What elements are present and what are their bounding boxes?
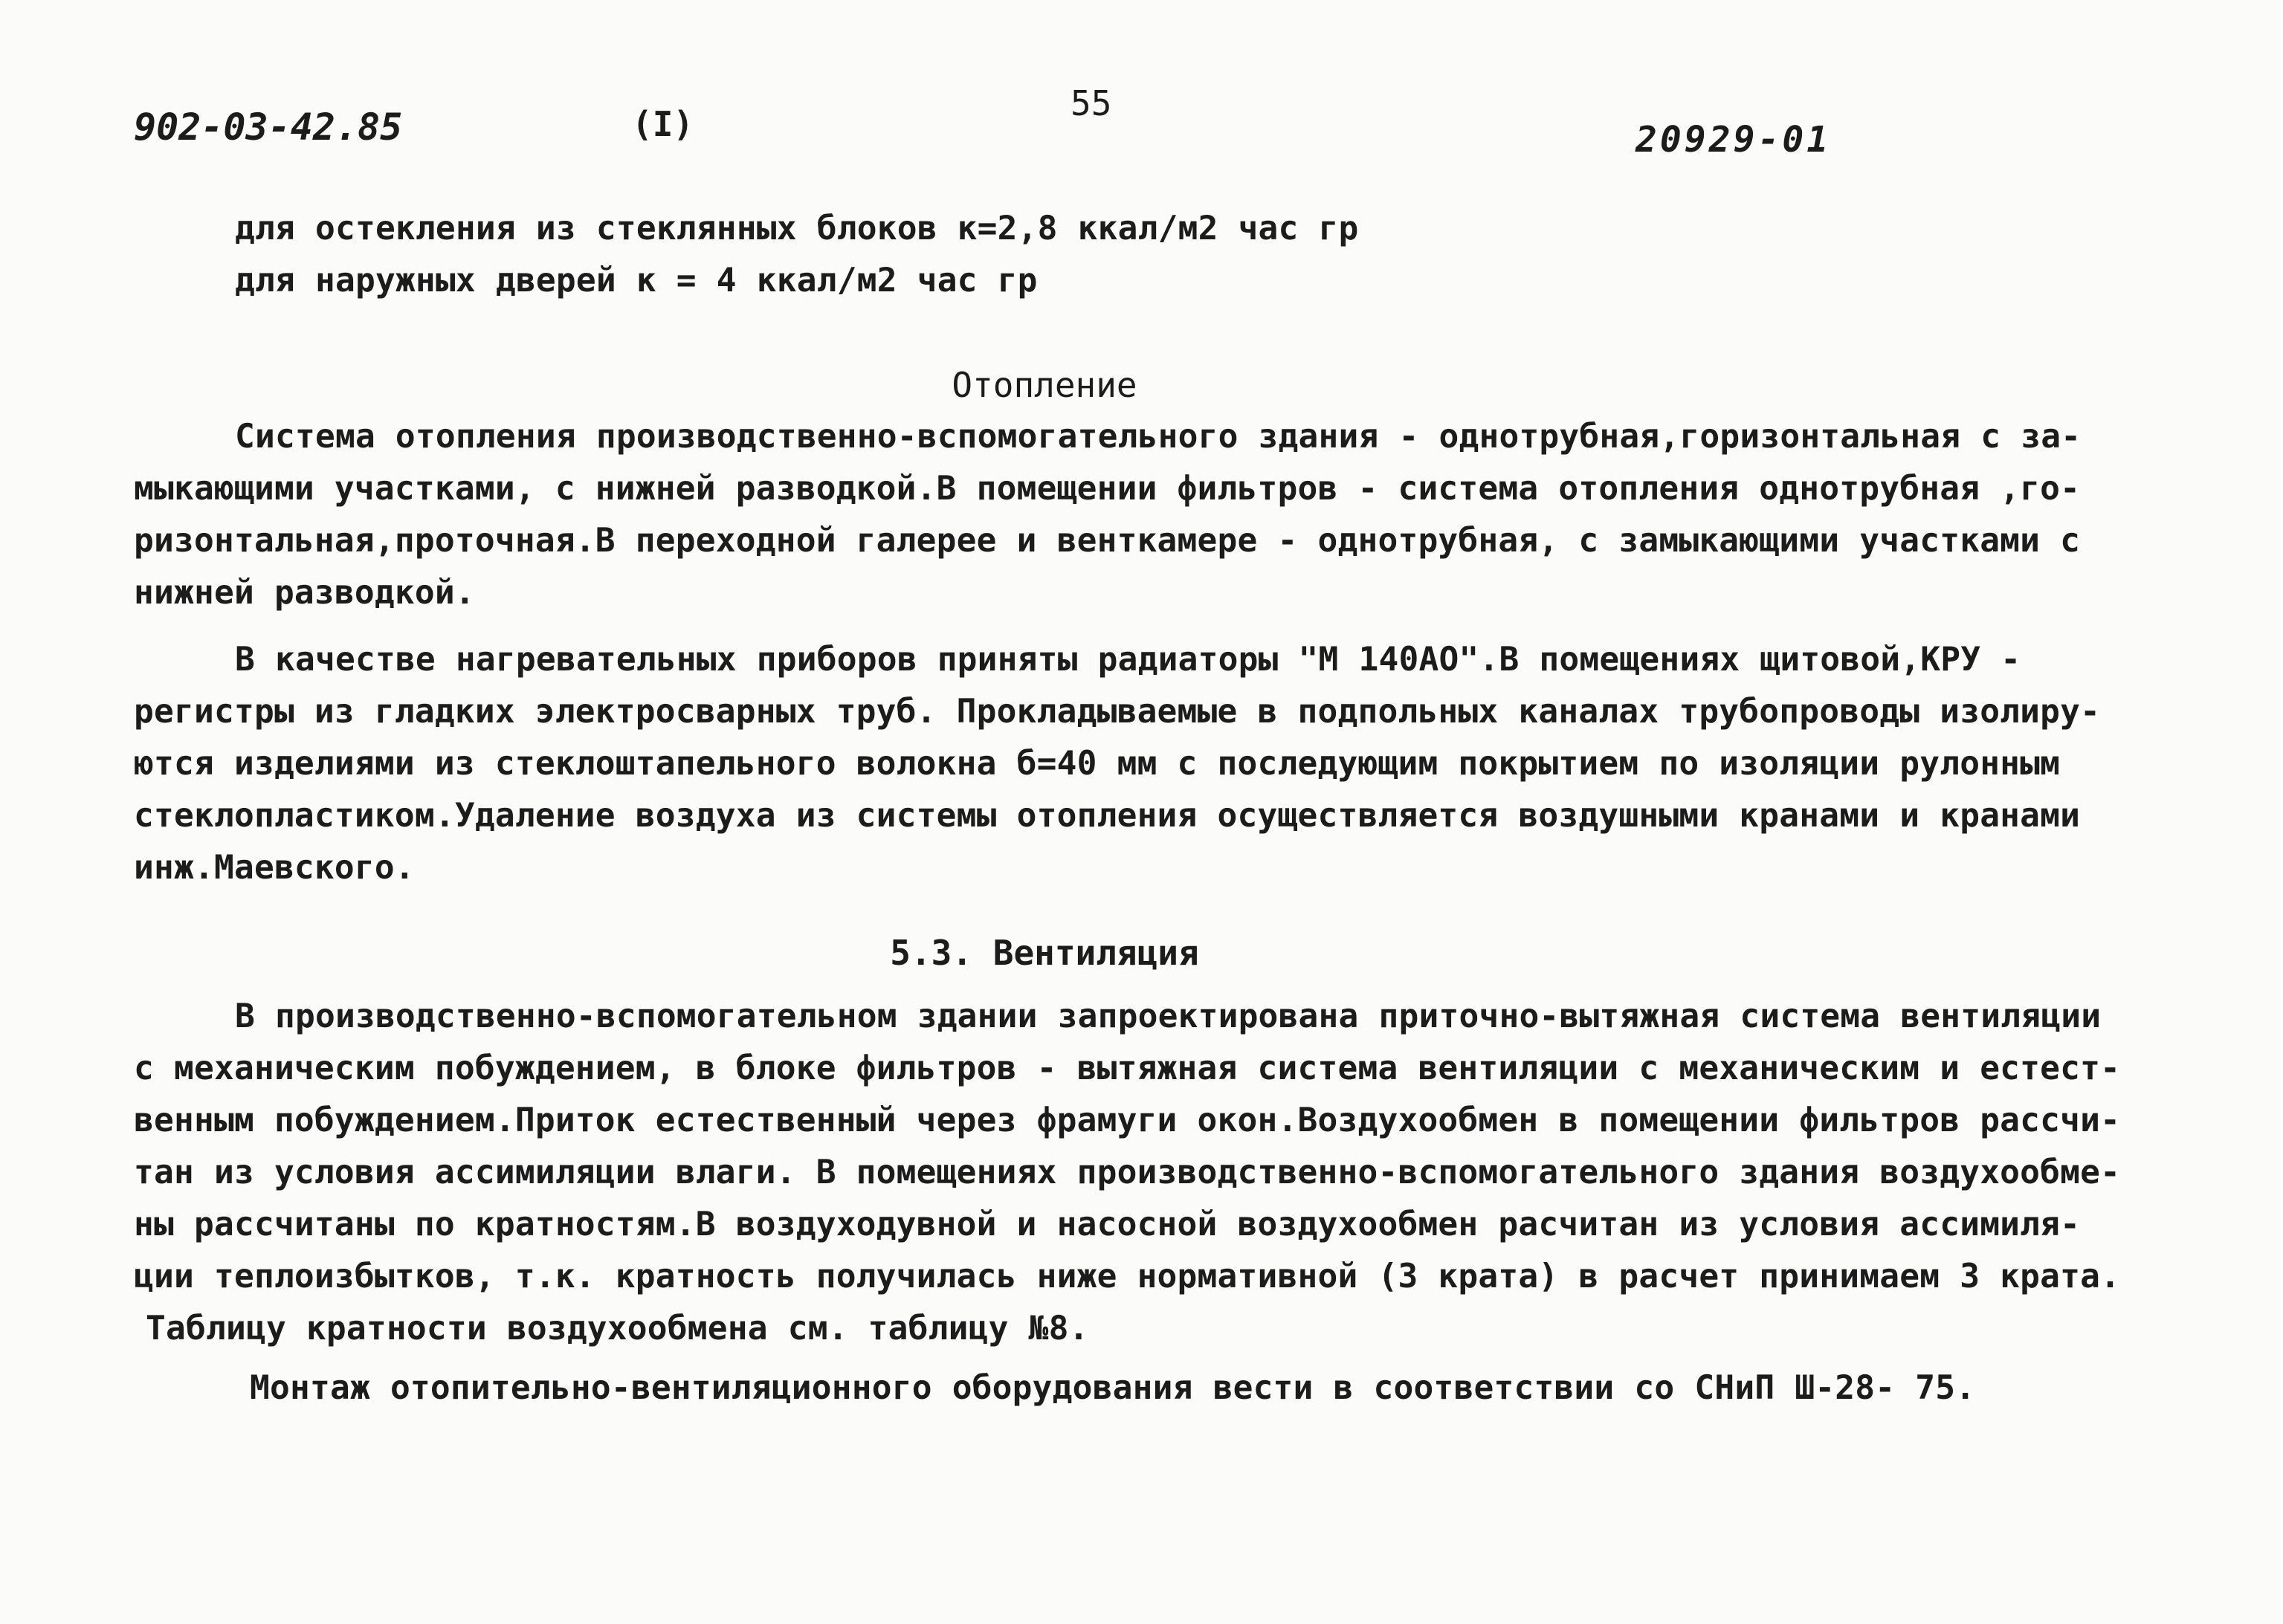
heating-para1-line: Система отопления производственно-вспомогательного здания - однотрубная,горизонтальная с за- [235,418,2082,456]
ventilation-para1-line: ции теплоизбытков, т.к. кратность получилась ниже нормативной (3 крата) в расчет принимаем 3 крата. [134,1258,2121,1295]
intro-line-2: для наружных дверей к = 4 ккал/м2 час гр [235,262,1038,300]
ventilation-para2-line: Монтаж отопительно-вентиляционного оборудования вести в соответствии со СНиП Ш-28- 75. [250,1369,1976,1407]
heating-para1-line: ризонтальная,проточная.В переходной галерее и венткамере - однотрубная, с замыкающими участками с [134,522,2081,560]
ventilation-para1-line: тан из условия ассимиляции влаги. В помещениях производственно-вспомогательного здания воздухообме- [134,1154,2121,1191]
heating-para2-line: инж.Маевского. [134,849,415,887]
heating-para2-line: В качестве нагревательных приборов приняты радиаторы "М 140АО".В помещениях щитовой,КРУ - [235,641,2021,679]
ventilation-para1-line: с механическим побуждением, в блоке фильтров - вытяжная система вентиляции с механическим и естест- [134,1049,2121,1087]
heating-para1-line: мыкающими участками, с нижней разводкой.В помещении фильтров - система отопления однотрубная ,го- [134,470,2081,508]
ventilation-heading: 5.3. Вентиляция [890,933,1199,973]
ventilation-para1-line: венным побуждением.Приток естественный через фрамуги окон.Воздухообмен в помещении фильтров рассчи- [134,1101,2121,1139]
ventilation-para1-line: ны рассчитаны по кратностям.В воздуходувной и насосной воздухообмен расчитан из условия ассимиля- [134,1206,2081,1243]
heating-para2-line: стеклопластиком.Удаление воздуха из системы отопления осуществляется воздушными кранами и кранами [134,797,2081,835]
heating-para2-line: регистры из гладких электросварных труб. Прокладываемые в подпольных каналах трубопроводы изолиру- [134,693,2101,731]
document-code: 902-03-42.85 [134,106,403,149]
heating-heading: Отопление [952,365,1137,405]
page-number: 55 [1071,83,1112,123]
heating-para1-line: нижней разводкой. [134,574,475,612]
ventilation-para1-line: В производственно-вспомогательном здании запроектирована приточно-вытяжная система вентиляции [235,997,2102,1035]
intro-line-1: для остекления из стеклянных блоков к=2,8 ккал/м2 час гр [235,210,1359,248]
inventory-number: 20929-01 [1635,119,1832,161]
heating-para2-line: ются изделиями из стеклоштапельного волокна б=40 мм с последующим покрытием по изоляции рулонным [134,745,2061,783]
document-part: (I) [632,104,694,144]
ventilation-para1-line: Таблицу кратности воздухообмена см. таблицу №8. [146,1310,1089,1348]
